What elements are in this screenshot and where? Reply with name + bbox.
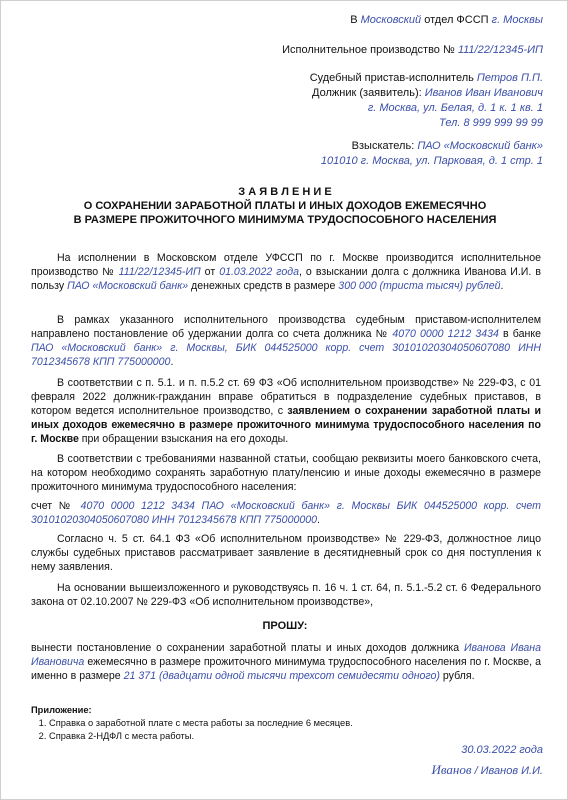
bailiff-line <box>310 71 543 85</box>
debtor-line <box>312 86 543 100</box>
recipient-line <box>350 13 543 27</box>
document-subtitle-2: В РАЗМЕРЕ ПРОЖИТОЧНОГО МИНИМУМА ТРУДОСПОСОБНОГО НАСЕЛЕНИЯ <box>73 214 497 226</box>
paragraph-request: вынести постановление о сохранении заработной платы и иных доходов должника Иванова Ивана Ивановича ежемесячно в размере прожиточного минимума трудоспособного населения по г. Москве, а именно в размере 21 371 (двадцати одной тысячи трехсот семидесяти одного) рубля. <box>31 642 541 682</box>
paragraph-account-intro: В соответствии с требованиями названной статьи, сообщаю реквизиты моего банковского счета, на котором необходимо сохранять заработную плату/пенсию и иные доходы ежемесячно в размере прожиточного минимума трудоспособного населения: <box>31 453 541 493</box>
paragraph-account-details: счет № 4070 0000 1212 3434 ПАО «Московский банк» г. Москвы БИК 044525000 корр. счет 30101020304050607080 ИНН 7012345678 КПП 775000000. <box>31 500 541 526</box>
creditor-address: 101010 г. Москва, ул. Парковая, д. 1 стр. 1 <box>320 155 543 167</box>
bailiff-name: Петров П.П. <box>476 72 543 84</box>
paragraph-grounds: На основании вышеизложенного и руководствуясь п. 16 ч. 1 ст. 64, п. 5.1.-5.2 ст. 6 Федерального закона от 02.10.2007 № 229-ФЗ «Об исполнительном производстве», <box>31 582 541 608</box>
creditor-label: Взыскатель: <box>351 140 418 152</box>
paragraph-proceeding: На исполнении в Московском отделе УФССП по г. Москве производится исполнительное производство № 111/22/12345-ИП от 01.03.2022 года, о взыскании долга с должника Иванова И.И. в пользу ПАО «Московский банк» денежных средств в размере 300 000 (триста тысяч) рублей. <box>31 252 541 292</box>
attachment-item: 2. Справка 2-НДФЛ с места работы. <box>49 730 353 743</box>
paragraph-legal-basis: В соответствии с п. 5.1. и п. п.5.2 ст. 69 ФЗ «Об исполнительном производстве» № 229-ФЗ, с 01 февраля 2022 должник-гражданин вправе обратиться в подразделение судебных приставов, в котором ведется исполнительное производство, с заявлением о сохранении заработной платы и иных доходов ежемесячно в размере прожиточного минимума трудоспособного населения по г. Москве при обращении взыскания на его доходы. <box>31 377 542 445</box>
creditor-name: ПАО «Московский банк» <box>417 140 543 152</box>
attachments <box>31 704 353 743</box>
creditor-line <box>352 139 543 153</box>
recipient-mid: отдел ФССП <box>421 14 492 26</box>
proceeding-number: 111/22/12345-ИП <box>457 44 543 56</box>
signer-name: / Иванов И.И. <box>471 765 543 777</box>
bailiff-label: Судебный пристав-исполнитель <box>309 72 477 84</box>
attachment-item: 1. Справка о заработной плате с места работы за последние 6 месяцев. <box>49 717 353 730</box>
signature-line <box>431 763 543 778</box>
debtor-label: Должник (заявитель): <box>312 87 425 99</box>
proceeding-label: Исполнительное производство № <box>282 44 458 56</box>
recipient-dept: Московский <box>360 14 422 26</box>
proceeding-line <box>282 43 543 57</box>
attachments-list <box>31 717 353 743</box>
debtor-phone: Тел. 8 999 999 99 99 <box>439 117 543 129</box>
document-title: З А Я В Л Е Н И Е <box>238 186 332 198</box>
debtor-address: г. Москва, ул. Белая, д. 1 к. 1 кв. 1 <box>367 102 543 114</box>
attachments-label: Приложение: <box>31 705 92 715</box>
paragraph-review-term: Согласно ч. 5 ст. 64.1 ФЗ «Об исполнительном производстве» № 229-ФЗ, должностное лицо службы судебных приставов рассматривает заявление в десятидневный срок со дня поступления к нему заявления. <box>31 533 541 573</box>
recipient-prefix: В <box>350 14 361 26</box>
request-heading: ПРОШУ: <box>262 620 308 632</box>
debtor-name: Иванов Иван Иванович <box>424 87 543 99</box>
handwritten-signature: Иванов <box>431 762 472 777</box>
document-date: 30.03.2022 года <box>461 744 543 756</box>
document-subtitle-1: О СОХРАНЕНИИ ЗАРАБОТНОЙ ПЛАТЫ И ИНЫХ ДОХОДОВ ЕЖЕМЕСЯЧНО <box>83 200 487 212</box>
paragraph-deduction: В рамках указанного исполнительного производства судебным приставом-исполнителем направлено постановление об удержании долга со счета должника № 4070 0000 1212 3434 в банке ПАО «Московский банк» г. Москвы, БИК 044525000 корр. счет 30101020304050607080 ИНН 7012345678 КПП 775000000. <box>31 314 541 368</box>
recipient-city: г. Москвы <box>491 14 543 26</box>
